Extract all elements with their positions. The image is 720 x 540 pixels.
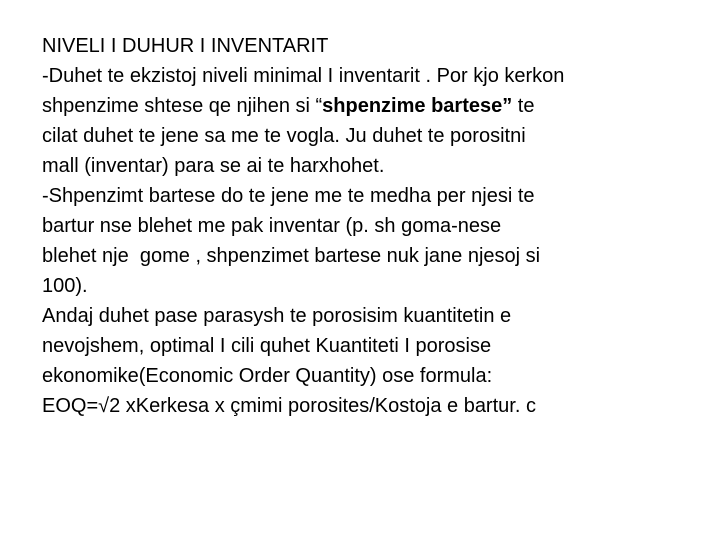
text-line: 100).: [42, 275, 88, 297]
slide-title: [42, 31, 702, 61]
paragraph-carrying-costs: [42, 181, 702, 301]
text-line: [42, 91, 702, 121]
text-line: Andaj duhet pase parasysh te porosisim kuantitetin e: [42, 305, 512, 327]
paragraph-eoq-intro: [42, 301, 702, 391]
text-fragment: te: [512, 95, 535, 117]
slide-content: [42, 31, 702, 421]
text-line: nevojshem, optimal I cili quhet Kuantiteti I porosise: [42, 335, 492, 357]
title-text: NIVELI I DUHUR I INVENTARIT: [42, 35, 329, 57]
bold-term-carrying-costs: shpenzime bartese”: [322, 95, 513, 117]
text-line: -Shpenzimt bartese do te jene me te medha per njesi te: [42, 185, 535, 207]
text-line: bartur nse blehet me pak inventar (p. sh goma-nese: [42, 215, 502, 237]
eoq-formula: [42, 391, 702, 421]
paragraph-minimum-inventory: [42, 61, 702, 181]
text-line: cilat duhet te jene sa me te vogla. Ju duhet te porositni: [42, 125, 526, 147]
text-line: -Duhet te ekzistoj niveli minimal I inventarit . Por kjo kerkon: [42, 65, 565, 87]
text-fragment: shpenzime shtese qe njihen si “: [42, 95, 323, 117]
text-line: ekonomike(Economic Order Quantity) ose formula:: [42, 365, 493, 387]
text-line: blehet nje gome , shpenzimet bartese nuk jane njesoj si: [42, 245, 541, 267]
text-line: mall (inventar) para se ai te harxhohet.: [42, 155, 385, 177]
formula-text: EOQ=√2 xKerkesa x çmimi porosites/Kostoja e bartur. c: [42, 395, 536, 417]
